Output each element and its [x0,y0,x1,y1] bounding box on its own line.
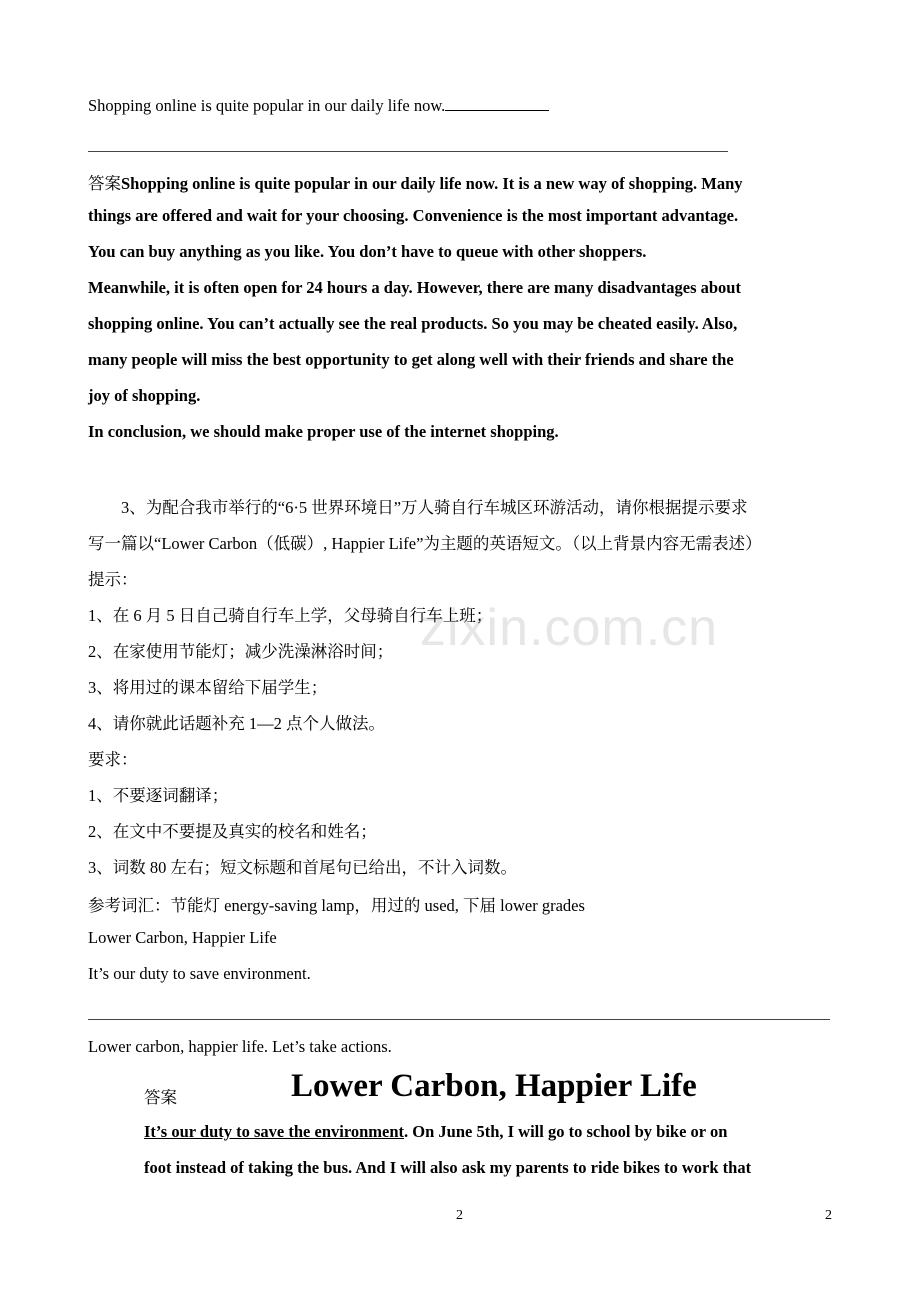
answer-line-7: joy of shopping. [88,386,201,405]
answer-essay-line-2: foot instead of taking the bus. And I will also ask my parents to ride bikes to work that [144,1158,752,1177]
given-last-sentence: Lower carbon, happier life. Let’s take actions. [88,1037,392,1056]
answer-label: 答案 [88,174,121,193]
answer-label-2: 答案 [144,1088,177,1107]
answer-rule-line [88,151,728,152]
page-number-center: 2 [456,1208,463,1223]
page-number-right: 2 [825,1208,832,1223]
reference-vocabulary: 参考词汇：节能灯 energy-saving lamp，用过的 used, 下届 lower grades [88,896,585,915]
answer-line-3: You can buy anything as you like. You don’t have to queue with other shoppers. [88,242,647,261]
answer-line-2: things are offered and wait for your choosing. Convenience is the most important advantage. [88,206,739,225]
requirement-item-1: 1、不要逐词翻译； [88,786,229,805]
answer-essay-line-1: It’s our duty to save the environment. On June 5th, I will go to school by bike or on [144,1122,728,1141]
answer-first-sentence: It’s our duty to save the environment [144,1122,405,1141]
hint-item-2: 2、在家使用节能灯；减少洗澡淋浴时间； [88,642,394,661]
requirement-item-2: 2、在文中不要提及真实的校名和姓名； [88,822,377,841]
essay-rule-line [88,1019,830,1020]
given-first-sentence: It’s our duty to save environment. [88,964,311,983]
hint-item-3: 3、将用过的课本留给下届学生； [88,678,328,697]
answer-essay-title: Lower Carbon, Happier Life [291,1068,697,1104]
watermark: zixin.com.cn [420,599,719,657]
answer-line-4: Meanwhile, it is often open for 24 hours a day. However, there are many disadvantages about [88,278,741,297]
given-essay-title: Lower Carbon, Happier Life [88,928,277,947]
hints-label: 提示： [88,570,138,589]
answer-line-5: shopping online. You can’t actually see the real products. So you may be cheated easily. Also, [88,314,738,333]
essay-prompt-line: Shopping online is quite popular in our daily life now. [88,96,549,116]
answer-line-8: In conclusion, we should make proper use of the internet shopping. [88,422,559,441]
answer-line-6: many people will miss the best opportunity to get along well with their friends and share the [88,350,734,369]
hint-item-1: 1、在 6 月 5 日自己骑自行车上学，父母骑自行车上班； [88,606,493,625]
requirements-label: 要求： [88,750,138,769]
answer-line-1: 答案Shopping online is quite popular in our daily life now. It is a new way of shopping. Many [88,174,743,193]
answer-blank [445,96,549,111]
task-description-line-1: 3、为配合我市举行的“6·5 世界环境日”万人骑自行车城区环游活动，请你根据提示要求 [121,498,748,517]
requirement-item-3: 3、词数 80 左右；短文标题和首尾句已给出，不计入词数。 [88,858,517,877]
task-description-line-2: 写一篇以“Lower Carbon（低碳）, Happier Life”为主题的英语短文。（以上背景内容无需表述） [88,534,762,553]
hint-item-4: 4、请你就此话题补充 1—2 点个人做法。 [88,714,385,733]
